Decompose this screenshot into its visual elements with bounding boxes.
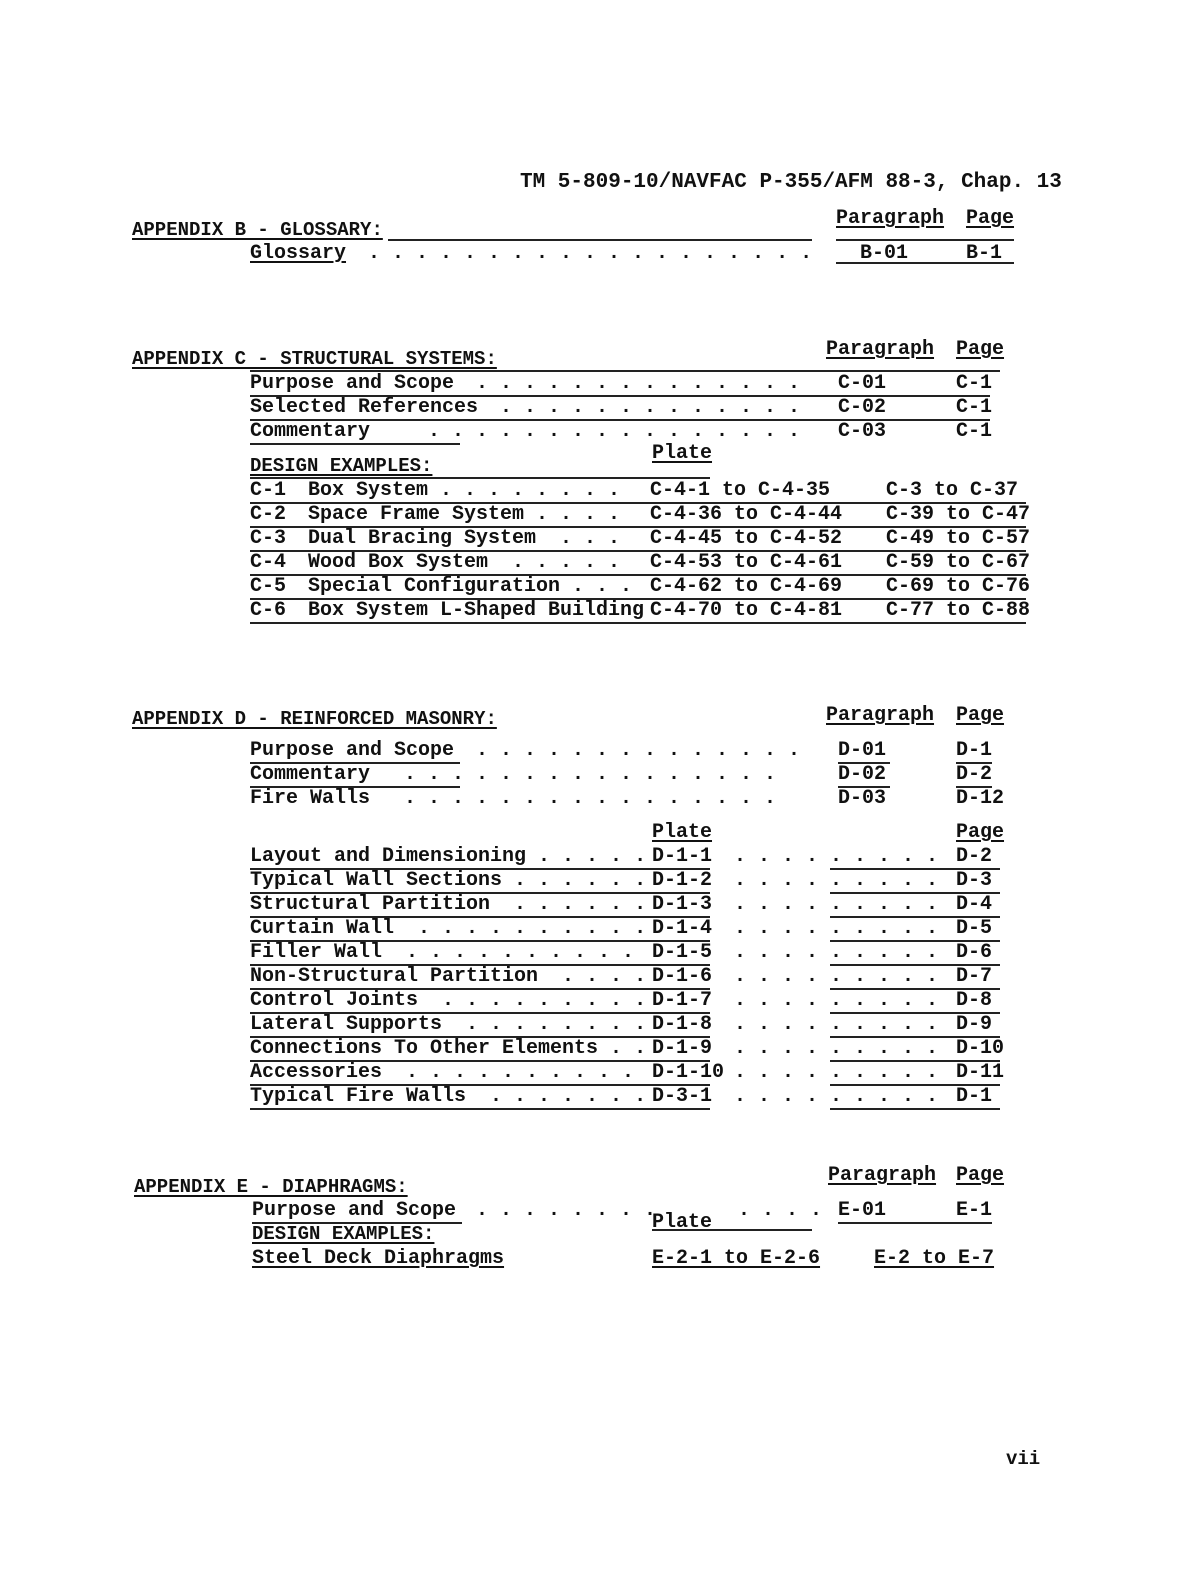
appendix-c-example-page: C-77 to C-88 bbox=[886, 599, 1031, 622]
appendix-e-plate-rule bbox=[652, 1229, 812, 1231]
appendix-b-row-rule bbox=[836, 262, 1014, 264]
appendix-c-example-page: C-49 to C-57 bbox=[886, 527, 1031, 550]
appendix-c-design-examples: DESIGN EXAMPLES: bbox=[250, 455, 433, 477]
appendix-d-plate-number: D-1-10 bbox=[652, 1061, 725, 1084]
appendix-c-row-paragraph: C-01 bbox=[838, 372, 887, 395]
appendix-d-plate-dots: . . . . . . . . . bbox=[734, 941, 939, 964]
appendix-d-plate-dots: . . . . . . . . . bbox=[734, 1013, 939, 1036]
appendix-c-row-dots: . . . . . . . . . . . . . . bbox=[476, 372, 801, 395]
appendix-c-example-name: Dual Bracing System . . . bbox=[308, 527, 621, 550]
appendix-b-col-rule bbox=[836, 239, 1014, 241]
appendix-d-plate-dots: . . . . . . . . . bbox=[734, 1061, 939, 1084]
appendix-b-col-paragraph: Paragraph bbox=[836, 207, 945, 230]
appendix-d-plate-page: D-6 bbox=[956, 941, 993, 964]
appendix-d-plate-label: Curtain Wall . . . . . . . . . . bbox=[250, 917, 647, 940]
appendix-d-plate-dots: . . . . . . . . . bbox=[734, 869, 939, 892]
appendix-d-plate-page: D-4 bbox=[956, 893, 993, 916]
appendix-c-example-no: C-5 bbox=[250, 575, 287, 598]
appendix-d-plate-number: D-1-8 bbox=[652, 1013, 713, 1036]
appendix-d-plate-page: D-3 bbox=[956, 869, 993, 892]
appendix-c-row-page: C-1 bbox=[956, 420, 993, 443]
appendix-d-plate-number: D-1-6 bbox=[652, 965, 713, 988]
appendix-d-plate-number: D-1-5 bbox=[652, 941, 713, 964]
appendix-d-plate-label: Non-Structural Partition . . . . bbox=[250, 965, 647, 988]
appendix-c-row-paragraph: C-02 bbox=[838, 396, 887, 419]
appendix-b-title-rule bbox=[388, 239, 812, 241]
appendix-b-row-label: Glossary bbox=[250, 242, 347, 265]
appendix-d-plate-rule bbox=[250, 1108, 710, 1110]
appendix-c-example-rule bbox=[250, 622, 1026, 624]
appendix-d-plate-number: D-1-2 bbox=[652, 869, 713, 892]
appendix-d-title: APPENDIX D - REINFORCED MASONRY: bbox=[132, 708, 497, 730]
appendix-c-row-label: Selected References bbox=[250, 396, 479, 419]
appendix-d-plate-dots: . . . . . . . . . bbox=[734, 1085, 939, 1108]
appendix-d-row-paragraph: D-03 bbox=[838, 787, 887, 810]
appendix-e-title: APPENDIX E - DIAPHRAGMS: bbox=[134, 1176, 408, 1198]
appendix-e-purpose-page: E-1 bbox=[956, 1199, 993, 1222]
appendix-d-plate-label: Lateral Supports . . . . . . . . bbox=[250, 1013, 647, 1036]
appendix-e-example-plate: E-2-1 to E-2-6 bbox=[652, 1247, 821, 1270]
appendix-b-row-page: B-1 bbox=[966, 242, 1003, 265]
appendix-d-col-plate: Plate bbox=[652, 821, 713, 844]
appendix-c-example-page: C-3 to C-37 bbox=[886, 479, 1019, 502]
appendix-c-row-dots: . . . . . . . . . . . . . bbox=[500, 396, 801, 419]
appendix-c-row-page: C-1 bbox=[956, 372, 993, 395]
appendix-c-col-plate: Plate bbox=[652, 442, 713, 465]
appendix-d-plate-number: D-1-3 bbox=[652, 893, 713, 916]
appendix-c-example-no: C-1 bbox=[250, 479, 287, 502]
appendix-d-row-page: D-2 bbox=[956, 763, 993, 786]
document-header: TM 5-809-10/NAVFAC P-355/AFM 88-3, Chap. 13 bbox=[520, 171, 1062, 194]
appendix-d-row-dots: . . . . . . . . . . . . . . bbox=[476, 739, 801, 762]
appendix-c-title: APPENDIX C - STRUCTURAL SYSTEMS: bbox=[132, 348, 497, 370]
appendix-d-row-dots: . . . . . . . . . . . . . . . . bbox=[404, 763, 777, 786]
appendix-d-row-label: Commentary bbox=[250, 763, 371, 786]
appendix-d-row-paragraph: D-02 bbox=[838, 763, 887, 786]
appendix-d-col-paragraph: Paragraph bbox=[826, 704, 935, 727]
appendix-c-example-page: C-59 to C-67 bbox=[886, 551, 1031, 574]
appendix-d-row-page: D-12 bbox=[956, 787, 1005, 810]
appendix-d-plate-label: Typical Fire Walls . . . . . . . bbox=[250, 1085, 647, 1108]
appendix-d-plate-number: D-1-4 bbox=[652, 917, 713, 940]
appendix-c-col-page: Page bbox=[956, 338, 1005, 361]
appendix-c-example-name: Wood Box System . . . . . bbox=[308, 551, 621, 574]
appendix-c-row-label: Purpose and Scope bbox=[250, 372, 455, 395]
appendix-d-plate-page: D-8 bbox=[956, 989, 993, 1012]
appendix-d-plate-number: D-1-9 bbox=[652, 1037, 713, 1060]
appendix-d-plate-dots: . . . . . . . . . bbox=[734, 845, 939, 868]
appendix-c-row-rule bbox=[250, 443, 460, 445]
appendix-d-row-label: Purpose and Scope bbox=[250, 739, 455, 762]
appendix-d-plate-page: D-10 bbox=[956, 1037, 1005, 1060]
appendix-e-col-plate: Plate bbox=[652, 1211, 713, 1234]
appendix-d-plate-label: Structural Partition . . . . . . bbox=[250, 893, 647, 916]
appendix-c-example-plate: C-4-70 to C-4-81 bbox=[650, 599, 843, 622]
appendix-e-example-page: E-2 to E-7 bbox=[874, 1247, 995, 1270]
appendix-b-row-dots: . . . . . . . . . . . . . . . . . . . bbox=[368, 242, 813, 265]
appendix-c-example-plate: C-4-45 to C-4-52 bbox=[650, 527, 843, 550]
appendix-e-col-page: Page bbox=[956, 1164, 1005, 1187]
appendix-c-row-paragraph: C-03 bbox=[838, 420, 887, 443]
appendix-d-plate-label: Accessories . . . . . . . . . . bbox=[250, 1061, 635, 1084]
appendix-e-design-examples: DESIGN EXAMPLES: bbox=[252, 1223, 435, 1245]
appendix-d-row-page: D-1 bbox=[956, 739, 993, 762]
appendix-c-example-page: C-39 to C-47 bbox=[886, 503, 1031, 526]
appendix-e-col-rule bbox=[838, 1222, 992, 1224]
appendix-d-row-label: Fire Walls bbox=[250, 787, 371, 810]
appendix-d-row-dots: . . . . . . . . . . . . . . . . bbox=[404, 787, 777, 810]
appendix-c-example-no: C-3 bbox=[250, 527, 287, 550]
appendix-b-col-page: Page bbox=[966, 207, 1015, 230]
appendix-c-example-name: Special Configuration . . . bbox=[308, 575, 633, 598]
appendix-d-row-paragraph: D-01 bbox=[838, 739, 887, 762]
appendix-c-row-label: Commentary bbox=[250, 420, 371, 443]
appendix-c-example-name: Box System L-Shaped Building bbox=[308, 599, 645, 622]
appendix-e-purpose-paragraph: E-01 bbox=[838, 1199, 887, 1222]
appendix-d-plate-page: D-7 bbox=[956, 965, 993, 988]
appendix-d-plate-number: D-1-1 bbox=[652, 845, 713, 868]
appendix-e-purpose-dots2: . . . . bbox=[738, 1199, 823, 1222]
appendix-b-title: APPENDIX B - GLOSSARY: bbox=[132, 219, 383, 241]
appendix-c-example-no: C-6 bbox=[250, 599, 287, 622]
appendix-d-plate-page: D-5 bbox=[956, 917, 993, 940]
appendix-d-plate-number: D-3-1 bbox=[652, 1085, 713, 1108]
appendix-e-purpose-label: Purpose and Scope bbox=[252, 1199, 457, 1222]
appendix-c-example-no: C-2 bbox=[250, 503, 287, 526]
appendix-e-purpose-dots: . . . . . . . . bbox=[476, 1199, 657, 1222]
appendix-d-plate-rule bbox=[830, 1108, 1000, 1110]
appendix-d-plate-number: D-1-7 bbox=[652, 989, 713, 1012]
appendix-b-row-paragraph: B-01 bbox=[860, 242, 909, 265]
appendix-c-row-dots: . . . . . . . . . . . . . . . . bbox=[428, 420, 801, 443]
appendix-c-example-name: Space Frame System . . . . bbox=[308, 503, 621, 526]
appendix-c-row-page: C-1 bbox=[956, 396, 993, 419]
page-number: vii bbox=[1006, 1448, 1041, 1470]
appendix-e-col-paragraph: Paragraph bbox=[828, 1164, 937, 1187]
appendix-c-example-plate: C-4-53 to C-4-61 bbox=[650, 551, 843, 574]
appendix-d-plate-dots: . . . . . . . . . bbox=[734, 989, 939, 1012]
appendix-d-plate-label: Typical Wall Sections . . . . . . bbox=[250, 869, 647, 892]
appendix-d-plate-page: D-2 bbox=[956, 845, 993, 868]
appendix-d-col-page: Page bbox=[956, 704, 1005, 727]
appendix-d-plate-dots: . . . . . . . . . bbox=[734, 917, 939, 940]
appendix-c-example-plate: C-4-62 to C-4-69 bbox=[650, 575, 843, 598]
appendix-d-plate-dots: . . . . . . . . . bbox=[734, 893, 939, 916]
appendix-c-example-page: C-69 to C-76 bbox=[886, 575, 1031, 598]
appendix-d-plate-dots: . . . . . . . . . bbox=[734, 1037, 939, 1060]
appendix-c-example-no: C-4 bbox=[250, 551, 287, 574]
appendix-c-col-paragraph: Paragraph bbox=[826, 338, 935, 361]
appendix-e-example-label: Steel Deck Diaphragms bbox=[252, 1247, 505, 1270]
appendix-c-example-name: Box System . . . . . . . . bbox=[308, 479, 621, 502]
appendix-c-example-plate: C-4-1 to C-4-35 bbox=[650, 479, 831, 502]
appendix-d-plate-page: D-1 bbox=[956, 1085, 993, 1108]
appendix-d-col-page2: Page bbox=[956, 821, 1005, 844]
appendix-d-plate-label: Filler Wall . . . . . . . . . . bbox=[250, 941, 635, 964]
appendix-d-plate-page: D-9 bbox=[956, 1013, 993, 1036]
appendix-d-plate-label: Connections To Other Elements . . bbox=[250, 1037, 647, 1060]
appendix-d-plate-label: Layout and Dimensioning . . . . . bbox=[250, 845, 647, 868]
appendix-c-example-plate: C-4-36 to C-4-44 bbox=[650, 503, 843, 526]
appendix-d-plate-label: Control Joints . . . . . . . . . bbox=[250, 989, 647, 1012]
appendix-d-plate-dots: . . . . . . . . . bbox=[734, 965, 939, 988]
appendix-d-plate-page: D-11 bbox=[956, 1061, 1005, 1084]
